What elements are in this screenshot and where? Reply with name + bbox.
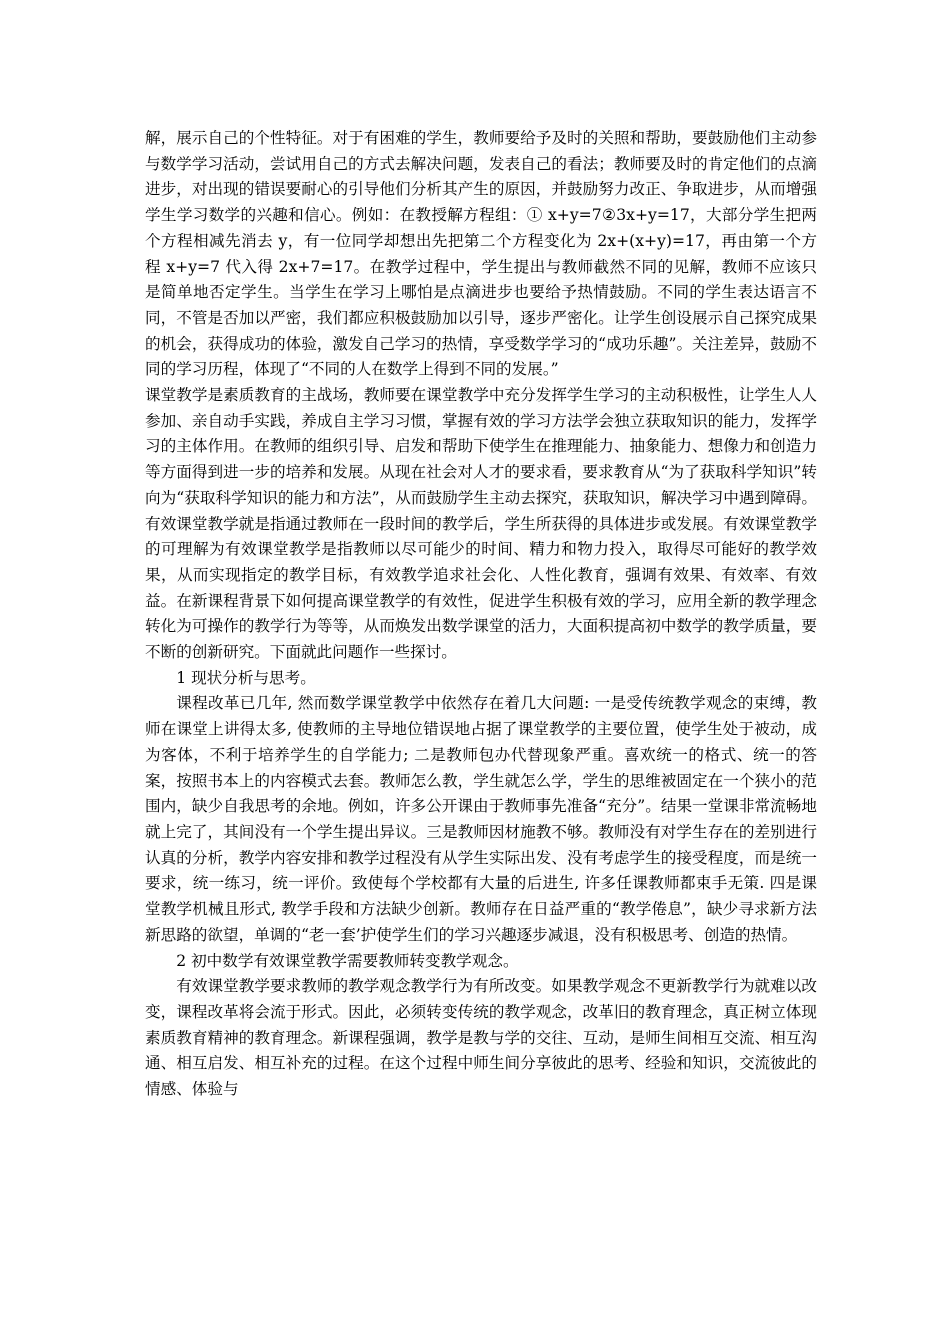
body-paragraph-3: 课程改革已几年, 然而数学课堂教学中依然存在着几大问题: 一是受传统教学观念的束缚，教师在课堂上讲得太多, 使教师的主导地位错误地占据了课堂教学的主要位置，使学生处于被动，成为客体，不利于培养学生的自学能力; 二是教师包办代替现象严重。喜欢统一的格式、统一的答案，按照书本上的内容模式去套。教师怎么教，学生就怎么学，学生的思维被固定在一个狭小的范围内，缺少自我思考的余地。例如，许多公开课由于教师事先准备“充分”。结果一堂课非常流畅地就上完了，其间没有一个学生提出异议。三是教师因材施教不够。教师没有对学生存在的差别进行认真的分析，教学内容安排和教学过程没有从学生实际出发、没有考虑学生的接受程度，而是统一要求，统一练习，统一评价。致使每个学校都有大量的后进生, 许多任课教师都束手无策. 四是课堂教学机械且形式, 教学手段和方法缺少创新。教师存在日益严重的“教学倦息”，缺少寻求新方法新思路的欲望，单调的“老一套’护使学生们的学习兴趣逐步减退，没有积极思考、创造的热情。 xyxy=(145,694,817,944)
section-heading-1: 1 现状分析与思考。 xyxy=(176,668,316,687)
body-paragraph-1: 解，展示自己的个性特征。对于有困难的学生，教师要给予及时的关照和帮助，要鼓励他们主动参与数学学习活动，尝试用自己的方式去解决问题，发表自己的看法；教师要及时的肯定他们的点滴进步，对出现的错误要耐心的引导他们分析其产生的原因，并鼓励努力改正、争取进步，从而增强学生学习数学的兴趣和信心。例如：在教授解方程组：① x+y=7②3x+y=17，大部分学生把两个方程相减先消去 y，有一位同学却想出先把第二个方程变化为 2x+(x+y)=17，再由第一个方程 x+y=7 代入得 2x+7=17。在教学过程中，学生提出与教师截然不同的见解，教师不应该只是简单地否定学生。当学生在学习上哪怕是点滴进步也要给予热情鼓励。不同的学生表达语言不同，不管是否加以严密，我们都应积极鼓励加以引导，逐步严密化。让学生创设展示自己探究成果的机会，获得成功的体验，激发自己学习的热情，享受数学学习的“成功乐趣”。关注差异，鼓励不同的学习历程，体现了“不同的人在数学上得到不同的发展。” xyxy=(145,129,817,379)
body-paragraph-4: 有效课堂教学要求教师的教学观念教学行为有所改变。如果教学观念不更新教学行为就难以改变，课程改革将会流于形式。因此，必须转变传统的教学观念，改革旧的教育理念，真正树立体现素质教育精神的教育理念。新课程强调，教学是教与学的交往、互动，是师生间相互交流、相互沟通、相互启发、相互补充的过程。在这个过程中师生间分享彼此的思考、经验和知识，交流彼此的情感、体验与 xyxy=(145,977,817,1099)
section-heading-2: 2 初中数学有效课堂教学需要教师转变教学观念。 xyxy=(176,951,519,970)
document-page xyxy=(145,126,817,1103)
body-paragraph-2: 课堂教学是素质教育的主战场，教师要在课堂教学中充分发挥学生学习的主动积极性，让学生人人参加、亲自动手实践，养成自主学习习惯，掌握有效的学习方法学会独立获取知识的能力，发挥学习的主体作用。在教师的组织引导、启发和帮助下使学生在推理能力、抽象能力、想像力和创造力等方面得到进一步的培养和发展。从现在社会对人才的要求看，要求教育从“为了获取科学知识”转向为“获取科学知识的能力和方法”，从而鼓励学生主动去探究，获取知识，解决学习中遇到障碍。有效课堂教学就是指通过教师在一段时间的教学后，学生所获得的具体进步或发展。有效课堂教学的可理解为有效课堂教学是指教师以尽可能少的时间、精力和物力投入，取得尽可能好的教学效果，从而实现指定的教学目标，有效教学追求社会化、人性化教育，强调有效果、有效率、有效益。在新课程背景下如何提高课堂教学的有效性，促进学生积极有效的学习，应用全新的教学理念转化为可操作的教学行为等等，从而焕发出数学课堂的活力，大面积提高初中数学的教学质量，要不断的创新研究。下面就此问题作一些探讨。 xyxy=(145,386,817,662)
